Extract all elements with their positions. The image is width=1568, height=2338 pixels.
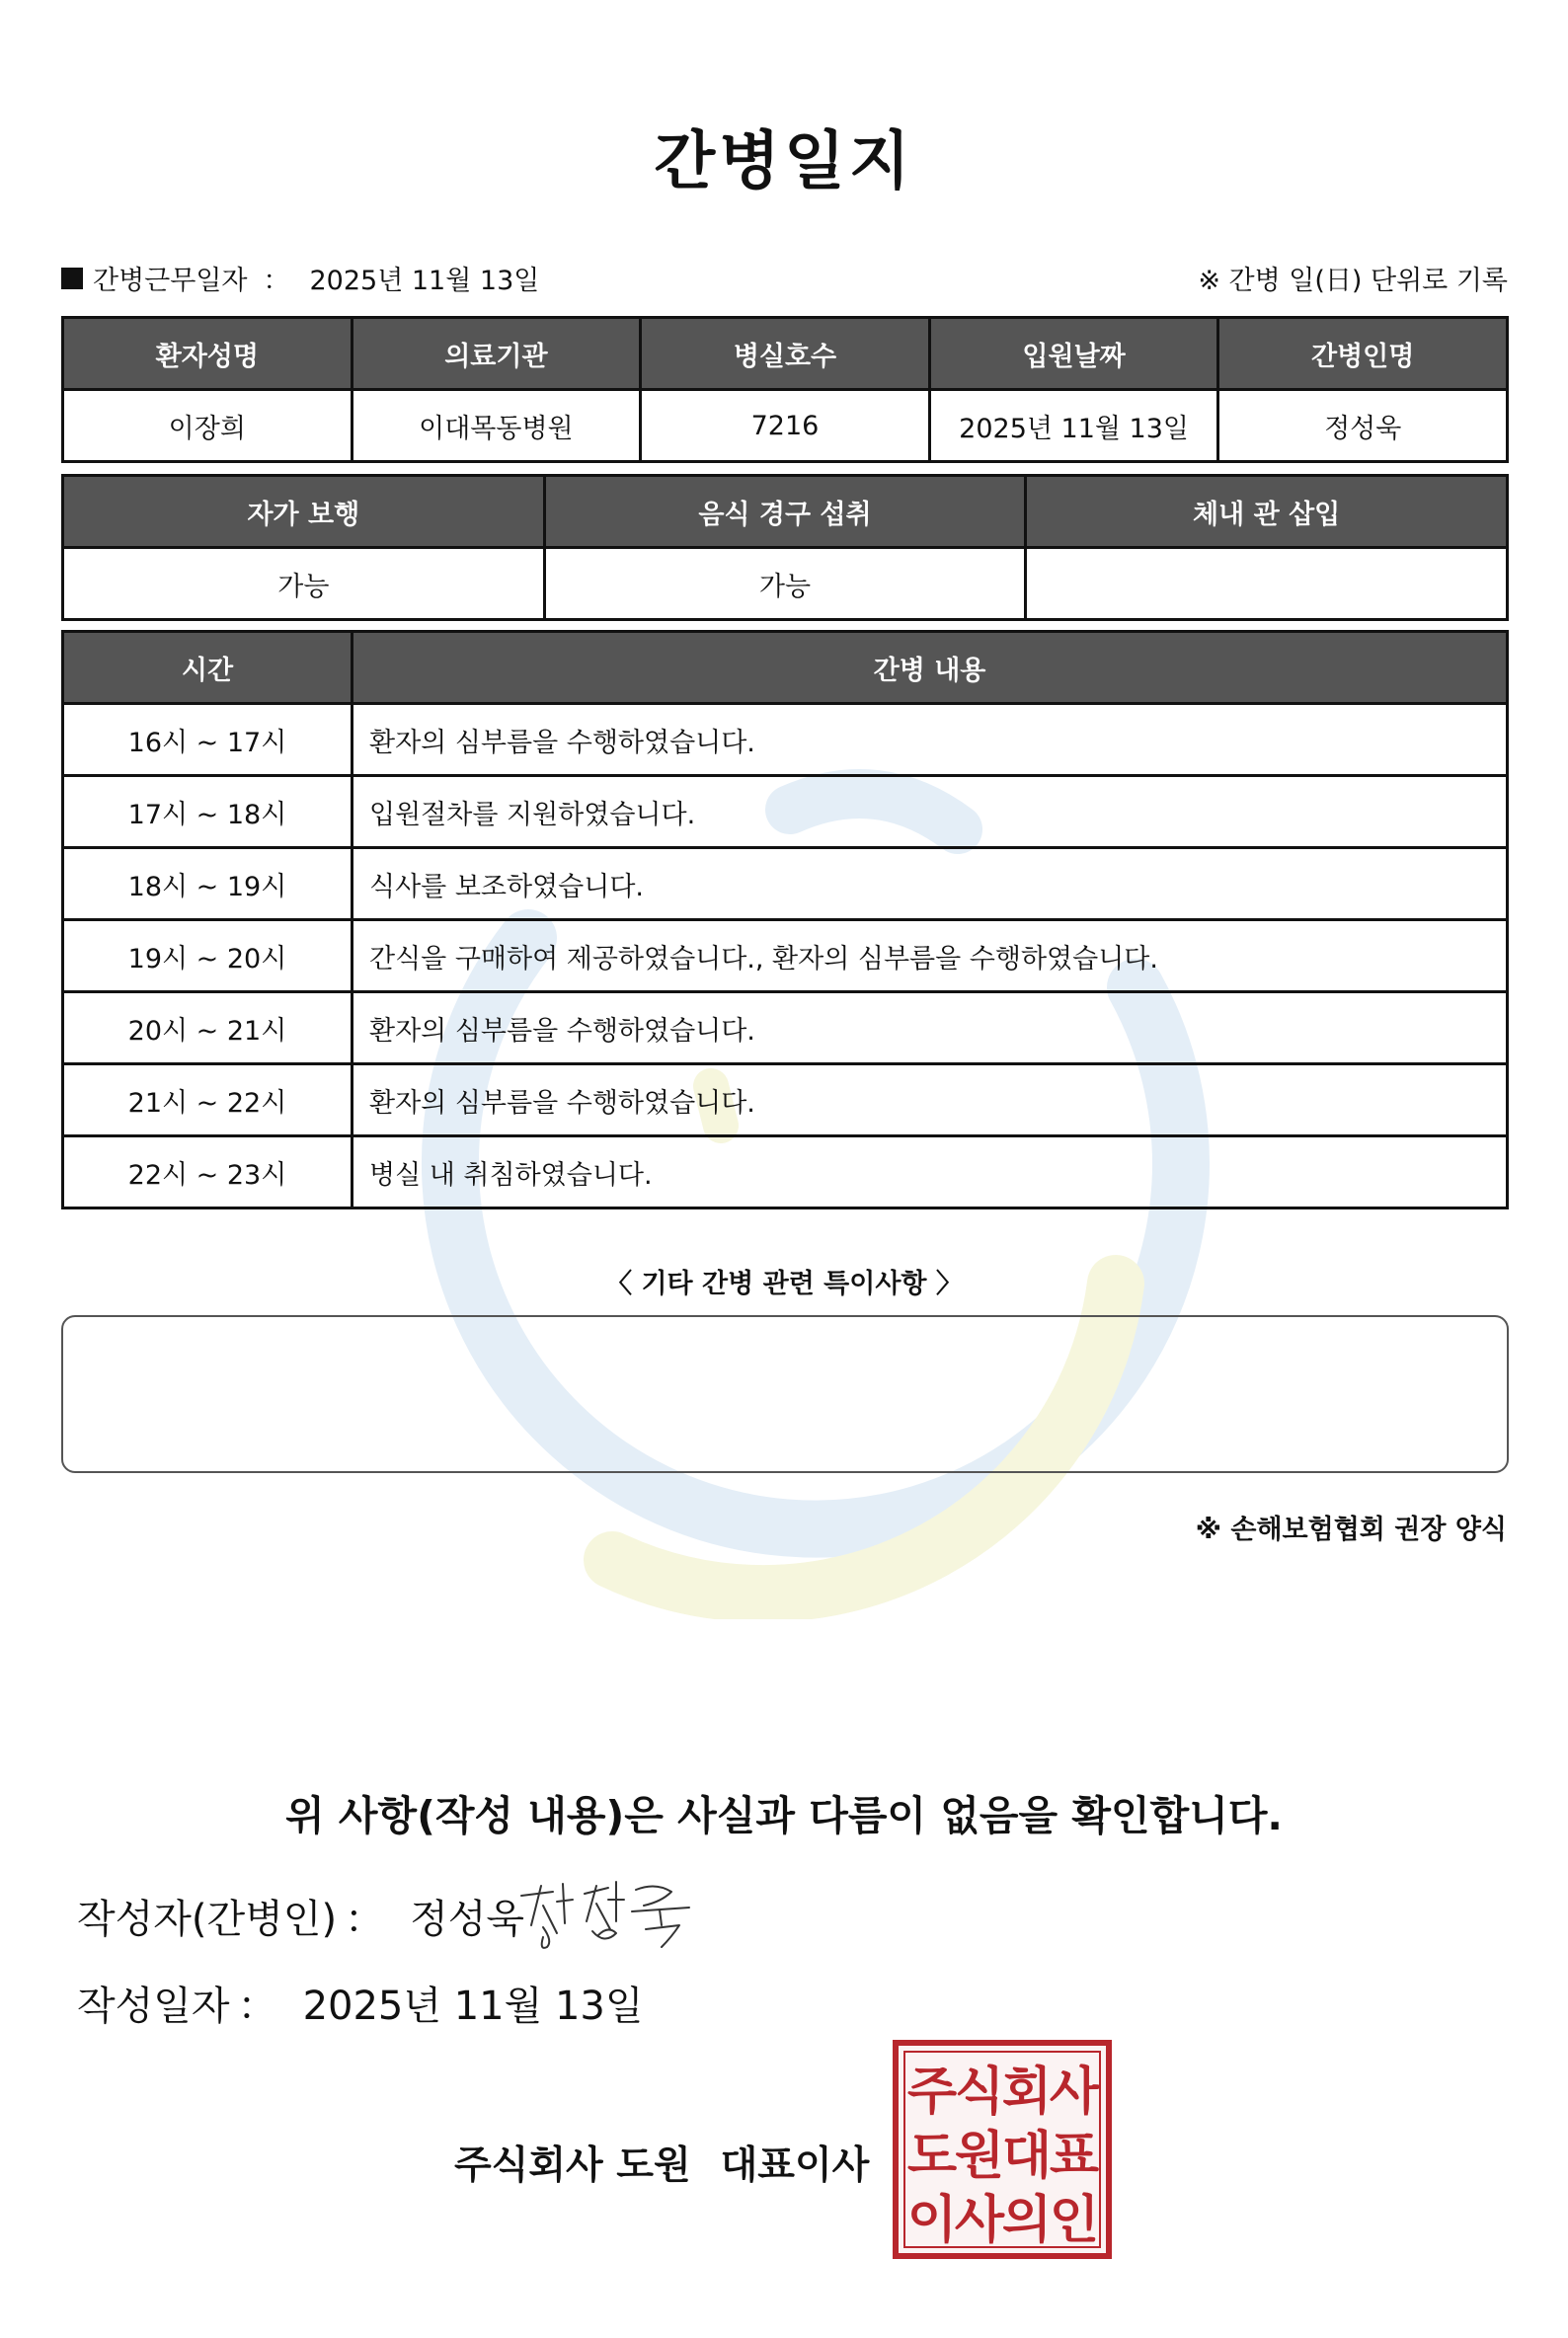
meta-row xyxy=(61,259,1508,298)
written-date-line xyxy=(77,1975,644,2031)
tube-insertion-value xyxy=(1026,548,1508,620)
writer-label: 작성자(간병인) xyxy=(77,1897,338,1942)
time-cell: 18시 ~ 19시 xyxy=(63,848,353,920)
table-row xyxy=(63,704,1508,776)
oral-intake-value: 가능 xyxy=(544,548,1026,620)
written-date-label: 작성일자 xyxy=(77,1984,230,2029)
work-date-value: 2025년 11월 13일 xyxy=(309,266,540,296)
admission-date-value: 2025년 11월 13일 xyxy=(929,390,1218,462)
time-cell: 20시 ~ 21시 xyxy=(63,992,353,1064)
header-tube-insertion: 체내 관 삽입 xyxy=(1026,476,1508,548)
handwritten-signature xyxy=(513,1876,701,1955)
work-date-colon: ： xyxy=(263,266,290,296)
svg-text:이: 이 xyxy=(906,2191,958,2250)
svg-text:원: 원 xyxy=(954,2127,1005,2186)
content-cell: 환자의 심부름을 수행하였습니다. xyxy=(353,704,1508,776)
table-row xyxy=(63,1064,1508,1136)
patient-info-table xyxy=(61,316,1509,463)
work-date-label: 간병근무일자 xyxy=(93,266,248,296)
special-notes-title: 〈 기타 간병 관련 특이사항 〉 xyxy=(605,1269,963,1299)
svg-text:대: 대 xyxy=(1001,2127,1053,2186)
content-cell: 입원절차를 지원하였습니다. xyxy=(353,776,1508,848)
svg-text:도: 도 xyxy=(906,2127,958,2186)
svg-text:주: 주 xyxy=(906,2063,958,2122)
time-cell: 16시 ~ 17시 xyxy=(63,704,353,776)
patient-status-table xyxy=(61,474,1509,621)
table-row xyxy=(63,992,1508,1064)
header-patient-name: 환자성명 xyxy=(63,318,353,390)
written-date-value: 2025년 11월 13일 xyxy=(302,1984,644,2029)
writer-colon: ： xyxy=(345,1897,385,1942)
writer-line xyxy=(77,1888,524,1944)
header-admission-date: 입원날짜 xyxy=(929,318,1218,390)
page-title: 간병일지 xyxy=(654,125,914,198)
time-cell: 21시 ~ 22시 xyxy=(63,1064,353,1136)
svg-text:사: 사 xyxy=(954,2191,1005,2250)
svg-text:사: 사 xyxy=(1049,2063,1100,2122)
table-row xyxy=(63,776,1508,848)
header-hospital: 의료기관 xyxy=(352,318,641,390)
special-notes-box xyxy=(61,1315,1509,1473)
writer-name: 정성욱 xyxy=(410,1897,524,1942)
written-date-colon: ： xyxy=(237,1984,277,2029)
header-oral-intake: 음식 경구 섭취 xyxy=(544,476,1026,548)
work-date xyxy=(61,259,539,297)
svg-text:인: 인 xyxy=(1049,2191,1100,2250)
header-care-content: 간병 내용 xyxy=(353,632,1508,704)
content-cell: 환자의 심부름을 수행하였습니다. xyxy=(353,1064,1508,1136)
care-log-table xyxy=(61,630,1509,1209)
company-name: 주식회사 도원 xyxy=(454,2143,691,2188)
confirmation-statement: 위 사항(작성 내용)은 사실과 다름이 없음을 확인합니다. xyxy=(284,1792,1284,1839)
header-self-walking: 자가 보행 xyxy=(63,476,545,548)
header-time: 시간 xyxy=(63,632,353,704)
content-cell: 병실 내 취침하였습니다. xyxy=(353,1136,1508,1208)
header-caregiver-name: 간병인명 xyxy=(1218,318,1508,390)
table-row xyxy=(63,848,1508,920)
svg-text:회: 회 xyxy=(1001,2063,1053,2122)
company-seal-stamp xyxy=(893,2040,1112,2259)
company-role: 대표이사 xyxy=(720,2143,870,2188)
time-cell: 22시 ~ 23시 xyxy=(63,1136,353,1208)
svg-text:의: 의 xyxy=(1001,2191,1053,2250)
header-room-number: 병실호수 xyxy=(641,318,930,390)
content-cell: 식사를 보조하였습니다. xyxy=(353,848,1508,920)
time-cell: 17시 ~ 18시 xyxy=(63,776,353,848)
svg-text:식: 식 xyxy=(954,2063,1005,2122)
company-signoff xyxy=(454,2135,869,2190)
content-cell: 간식을 구매하여 제공하였습니다., 환자의 심부름을 수행하였습니다. xyxy=(353,920,1508,992)
room-number-value: 7216 xyxy=(641,390,930,462)
time-cell: 19시 ~ 20시 xyxy=(63,920,353,992)
patient-name-value: 이장희 xyxy=(63,390,353,462)
unit-note: ※ 간병 일(日) 단위로 기록 xyxy=(1198,266,1508,296)
hospital-value: 이대목동병원 xyxy=(352,390,641,462)
svg-text:표: 표 xyxy=(1049,2127,1100,2186)
self-walking-value: 가능 xyxy=(63,548,545,620)
recommended-form-note: ※ 손해보험협회 권장 양식 xyxy=(1195,1515,1507,1545)
caregiver-name-value: 정성욱 xyxy=(1218,390,1508,462)
table-row xyxy=(63,920,1508,992)
square-bullet-icon xyxy=(61,268,83,289)
content-cell: 환자의 심부름을 수행하였습니다. xyxy=(353,992,1508,1064)
table-row xyxy=(63,1136,1508,1208)
